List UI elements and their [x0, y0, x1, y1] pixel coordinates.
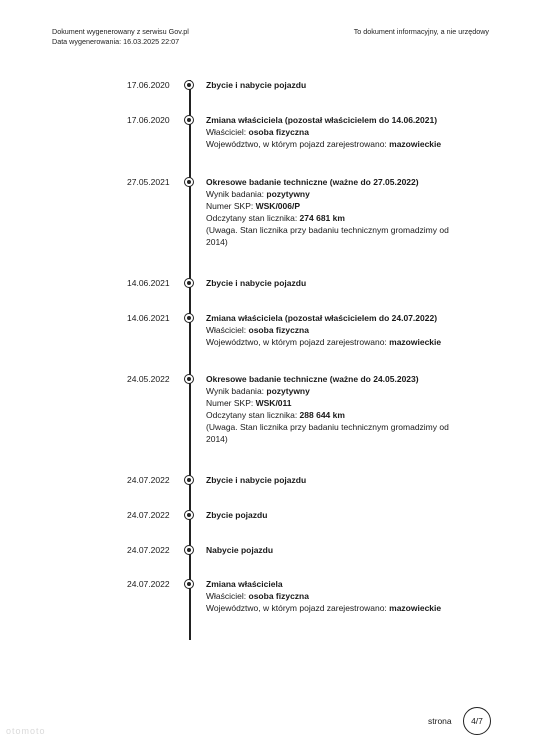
detail-label: Województwo, w którym pojazd zarejestrowano:: [206, 603, 390, 613]
detail-value: pozytywny: [266, 189, 310, 199]
event-content: [206, 373, 506, 445]
detail-value: osoba fizyczna: [248, 127, 309, 137]
event-content: [206, 474, 506, 486]
timeline-dot-icon: [184, 313, 194, 323]
event-detail: [206, 138, 506, 150]
detail-label: Odczytany stan licznika:: [206, 410, 300, 420]
timeline-dot-icon: [184, 80, 194, 90]
timeline-line: [189, 80, 191, 640]
detail-value: osoba fizyczna: [248, 591, 309, 601]
detail-value: pozytywny: [266, 386, 310, 396]
event-detail: [206, 126, 506, 138]
detail-label: Wynik badania:: [206, 189, 267, 199]
timeline-dot-icon: [184, 278, 194, 288]
event-detail: [206, 385, 506, 397]
generated-by-text: Dokument wygenerowany z serwisu Gov.pl: [52, 27, 189, 36]
event-date: 24.07.2022: [127, 510, 170, 520]
timeline-dot-icon: [184, 579, 194, 589]
detail-label: Właściciel:: [206, 127, 249, 137]
header-left: [52, 27, 189, 47]
event-content: [206, 544, 506, 556]
event-content: [206, 509, 506, 521]
event-date: 14.06.2021: [127, 278, 170, 288]
event-date: 17.06.2020: [127, 80, 170, 90]
detail-value: WSK/006/P: [255, 201, 301, 211]
timeline-dot-icon: [184, 374, 194, 384]
detail-value: mazowieckie: [389, 603, 442, 613]
event-date: 24.07.2022: [127, 545, 170, 555]
page-number-badge: 4/7: [463, 707, 491, 735]
event-date: 24.05.2022: [127, 374, 170, 384]
event-content: [206, 176, 506, 248]
event-date: 17.06.2020: [127, 115, 170, 125]
detail-value: osoba fizyczna: [248, 325, 309, 335]
detail-label: Wynik badania:: [206, 386, 267, 396]
detail-value: 288 644 km: [299, 410, 345, 420]
event-title: Zbycie i nabycie pojazdu: [206, 80, 307, 90]
event-title: Zbycie i nabycie pojazdu: [206, 278, 307, 288]
header-right-notice: To dokument informacyjny, a nie urzędowy: [353, 27, 489, 36]
event-detail: [206, 324, 506, 336]
event-date: 24.07.2022: [127, 579, 170, 589]
event-title: Zbycie i nabycie pojazdu: [206, 475, 307, 485]
detail-label: Numer SKP:: [206, 398, 256, 408]
event-title: Nabycie pojazdu: [206, 545, 274, 555]
event-detail: [206, 590, 506, 602]
timeline-dot-icon: [184, 545, 194, 555]
event-note: (Uwaga. Stan licznika przy badaniu technicznym gromadzimy od: [206, 225, 449, 235]
watermark: otomoto: [6, 726, 46, 736]
event-date: 27.05.2021: [127, 177, 170, 187]
event-note: 2014): [206, 237, 228, 247]
detail-value: 274 681 km: [299, 213, 345, 223]
event-content: [206, 578, 506, 614]
event-detail: [206, 409, 506, 421]
detail-label: Odczytany stan licznika:: [206, 213, 300, 223]
detail-value: WSK/011: [255, 398, 292, 408]
event-note: (Uwaga. Stan licznika przy badaniu technicznym gromadzimy od: [206, 422, 449, 432]
timeline-dot-icon: [184, 475, 194, 485]
event-detail: [206, 602, 506, 614]
timeline-dot-icon: [184, 177, 194, 187]
event-detail: [206, 200, 506, 212]
event-detail: [206, 212, 506, 224]
event-detail: [206, 397, 506, 409]
event-title: Zmiana właściciela (pozostał właścicielem do 24.07.2022): [206, 313, 438, 323]
event-title: Zmiana właściciela (pozostał właścicielem do 14.06.2021): [206, 115, 438, 125]
event-content: [206, 114, 506, 150]
detail-value: mazowieckie: [389, 337, 442, 347]
timeline-dot-icon: [184, 510, 194, 520]
detail-label: Województwo, w którym pojazd zarejestrowano:: [206, 337, 390, 347]
detail-label: Numer SKP:: [206, 201, 256, 211]
event-content: [206, 277, 506, 289]
event-note: 2014): [206, 434, 228, 444]
page-label: strona: [428, 716, 452, 726]
event-date: 14.06.2021: [127, 313, 170, 323]
generated-date-text: Data wygenerowania: 16.03.2025 22:07: [52, 37, 180, 46]
event-content: [206, 312, 506, 348]
event-title: Zbycie pojazdu: [206, 510, 268, 520]
event-title: Okresowe badanie techniczne (ważne do 27.05.2022): [206, 177, 419, 187]
event-detail: [206, 188, 506, 200]
detail-label: Właściciel:: [206, 325, 249, 335]
detail-label: Właściciel:: [206, 591, 249, 601]
event-content: [206, 79, 506, 91]
event-detail: [206, 336, 506, 348]
detail-value: mazowieckie: [389, 139, 442, 149]
event-title: Zmiana właściciela: [206, 579, 283, 589]
detail-label: Województwo, w którym pojazd zarejestrowano:: [206, 139, 390, 149]
event-title: Okresowe badanie techniczne (ważne do 24.05.2023): [206, 374, 419, 384]
timeline-dot-icon: [184, 115, 194, 125]
event-date: 24.07.2022: [127, 475, 170, 485]
